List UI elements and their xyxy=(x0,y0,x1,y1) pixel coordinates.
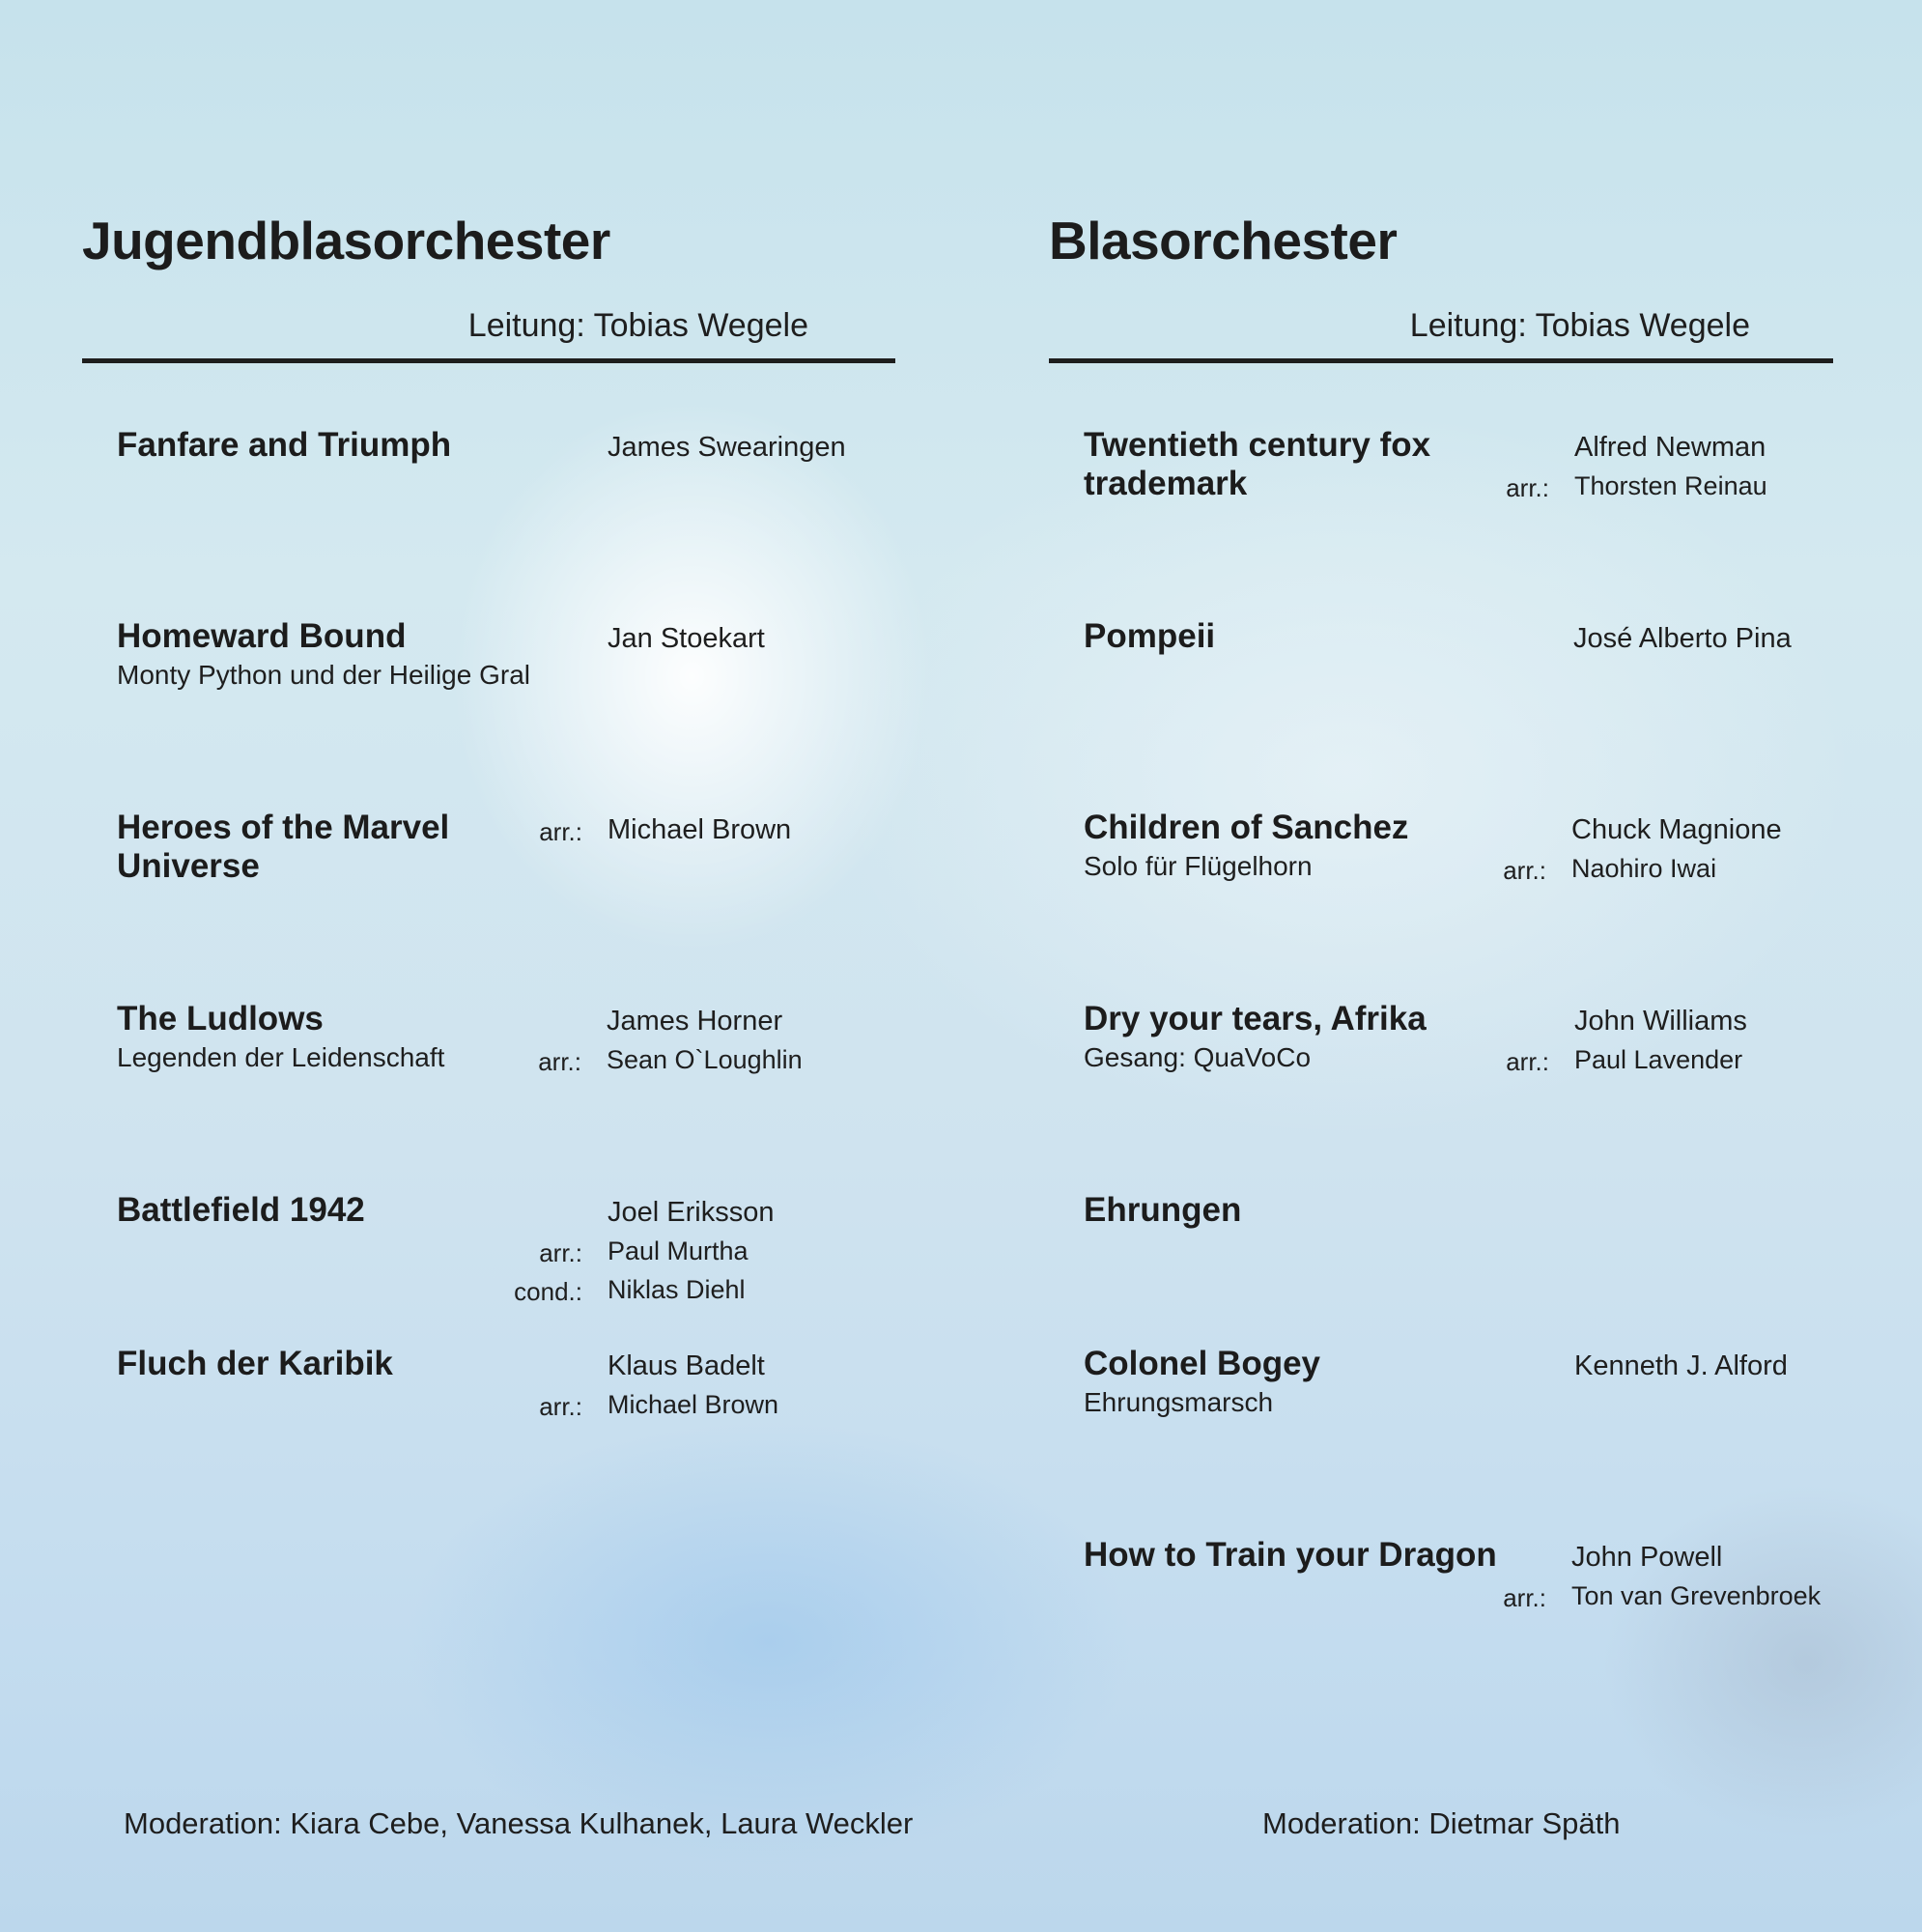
right-divider xyxy=(1049,358,1833,363)
arranger: Paul Murtha xyxy=(608,1236,749,1265)
piece-subtitle: Solo für Flügelhorn xyxy=(1084,851,1313,881)
piece-subtitle: Ehrungsmarsch xyxy=(1084,1387,1274,1417)
arr-label: arr.: xyxy=(1503,1583,1546,1612)
arranger: Ton van Grevenbroek xyxy=(1571,1581,1822,1610)
piece-title: Colonel Bogey xyxy=(1084,1345,1321,1382)
arranger: Thorsten Reinau xyxy=(1574,471,1767,500)
piece-title: How to Train your Dragon xyxy=(1084,1536,1497,1574)
composer: Klaus Badelt xyxy=(608,1350,765,1381)
composer: Joel Eriksson xyxy=(608,1197,775,1228)
left-piece-2 xyxy=(117,617,530,695)
left-piece-1 xyxy=(117,426,451,465)
arr-label: arr.: xyxy=(539,1392,582,1421)
arranger: Paul Lavender xyxy=(1574,1045,1743,1074)
composer: Kenneth J. Alford xyxy=(1574,1350,1788,1381)
right-piece-3 xyxy=(1084,809,1408,886)
right-moderation: Moderation: Dietmar Späth xyxy=(1262,1806,1621,1840)
right-piece-5 xyxy=(1084,1191,1241,1230)
arranger: Sean O`Loughlin xyxy=(607,1045,803,1074)
composer: James Swearingen xyxy=(608,432,846,463)
right-leitung: Leitung: Tobias Wegele xyxy=(1409,307,1750,344)
piece-subtitle: Gesang: QuaVoCo xyxy=(1084,1042,1312,1072)
piece-title: Children of Sanchez xyxy=(1084,809,1409,846)
left-piece-3-credits xyxy=(539,810,792,849)
composer: Chuck Magnione xyxy=(1571,814,1782,845)
right-piece-3-credits xyxy=(1503,810,1782,888)
right-piece-4-credits xyxy=(1506,1002,1747,1079)
cond-label: cond.: xyxy=(514,1277,582,1306)
arranger: Michael Brown xyxy=(608,1390,779,1419)
right-piece-6-credits xyxy=(1574,1347,1788,1385)
piece-title: The Ludlows xyxy=(117,1000,324,1037)
piece-subtitle: Monty Python und der Heilige Gral xyxy=(117,660,530,690)
piece-title: Pompeii xyxy=(1084,617,1216,655)
piece-title-line2: Universe xyxy=(117,847,260,885)
right-piece-2 xyxy=(1084,617,1215,656)
piece-title: Fanfare and Triumph xyxy=(117,426,452,464)
piece-title: Fluch der Karibik xyxy=(117,1345,393,1382)
left-piece-1-credits xyxy=(608,428,846,467)
piece-subtitle: Legenden der Leidenschaft xyxy=(117,1042,445,1072)
left-piece-5 xyxy=(117,1191,365,1230)
left-piece-6-credits xyxy=(539,1347,779,1424)
left-piece-2-credits xyxy=(608,619,765,658)
arr-label: arr.: xyxy=(539,817,582,846)
composer: John Powell xyxy=(1571,1542,1723,1573)
arr-label: arr.: xyxy=(1506,473,1549,502)
right-piece-4 xyxy=(1084,1000,1427,1077)
left-moderation: Moderation: Kiara Cebe, Vanessa Kulhanek, Laura Weckler xyxy=(124,1806,914,1840)
right-piece-1-credits xyxy=(1506,428,1767,505)
piece-title-line2: trademark xyxy=(1084,465,1248,502)
arr-label: arr.: xyxy=(538,1047,581,1076)
composer: James Horner xyxy=(607,1006,783,1037)
left-heading: Jugendblasorchester xyxy=(82,211,610,270)
right-piece-7-credits xyxy=(1503,1538,1822,1615)
composer: Alfred Newman xyxy=(1574,432,1767,463)
left-piece-6 xyxy=(117,1345,393,1383)
piece-title: Ehrungen xyxy=(1084,1191,1242,1229)
piece-title: Battlefield 1942 xyxy=(117,1191,365,1229)
right-piece-1 xyxy=(1084,426,1430,503)
right-piece-7 xyxy=(1084,1536,1497,1575)
composer: John Williams xyxy=(1574,1006,1747,1037)
left-piece-3 xyxy=(117,809,449,886)
composer: Jan Stoekart xyxy=(608,623,765,654)
arranger: Michael Brown xyxy=(608,814,792,845)
piece-title-line1: Heroes of the Marvel xyxy=(117,809,450,846)
conductor: Niklas Diehl xyxy=(608,1275,746,1304)
composer: José Alberto Pina xyxy=(1573,623,1792,654)
piece-title: Dry your tears, Afrika xyxy=(1084,1000,1427,1037)
piece-title: Homeward Bound xyxy=(117,617,407,655)
piece-title-line1: Twentieth century fox xyxy=(1084,426,1431,464)
left-leitung: Leitung: Tobias Wegele xyxy=(467,307,808,344)
left-piece-4-credits xyxy=(538,1002,803,1079)
arranger: Naohiro Iwai xyxy=(1571,854,1717,883)
left-piece-5-credits xyxy=(514,1193,775,1309)
left-piece-4 xyxy=(117,1000,444,1077)
left-divider xyxy=(82,358,895,363)
right-piece-6 xyxy=(1084,1345,1320,1422)
arr-label: arr.: xyxy=(539,1238,582,1267)
arr-label: arr.: xyxy=(1506,1047,1549,1076)
right-piece-2-credits xyxy=(1573,619,1792,658)
right-heading: Blasorchester xyxy=(1049,211,1398,270)
arr-label: arr.: xyxy=(1503,856,1546,885)
